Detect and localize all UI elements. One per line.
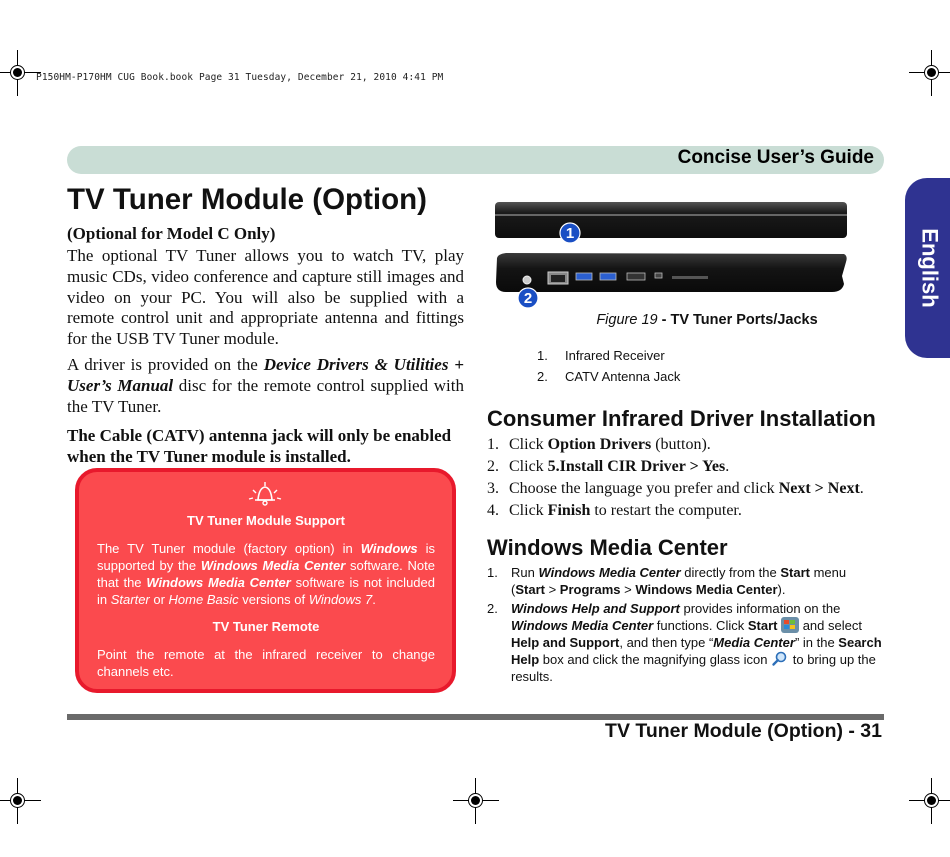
guide-title: Concise User’s Guide xyxy=(677,147,874,168)
wmc-item-1: 1. Run Windows Media Center directly from the Start menu (Start > Programs > Windows Media Center). xyxy=(487,565,847,597)
note-heading-support: TV Tuner Module Support xyxy=(187,513,345,528)
figure-item-1: 1. Infrared Receiver xyxy=(537,348,665,363)
wmc-item-2: 2. Windows Help and Support provides information on the Windows Media Center functions. Click Start and select Help and Support, and then type “Media Center” in the Search Help box and click the magnifying glass icon to bring up the results. xyxy=(487,601,882,684)
cir-step: 3. Choose the language you prefer and click Next > Next. xyxy=(487,480,864,497)
page-title: TV Tuner Module (Option) xyxy=(67,183,427,216)
wmc-heading: Windows Media Center xyxy=(487,535,728,560)
bell-icon xyxy=(243,478,287,508)
registration-mark-bottom-left xyxy=(0,778,41,824)
magnifying-glass-icon xyxy=(771,651,789,667)
language-tab-label: English xyxy=(918,228,944,308)
note-heading-remote: TV Tuner Remote xyxy=(212,619,320,634)
footer-page-title: TV Tuner Module (Option) - 31 xyxy=(605,720,882,742)
laptop-ports-figure xyxy=(492,196,848,310)
figure-item-2: 2. CATV Antenna Jack xyxy=(537,369,681,384)
print-slug: P150HM-P170HM CUG Book.book Page 31 Tuesday, December 21, 2010 4:41 PM xyxy=(36,72,444,83)
cir-step: 2. Click 5.Install CIR Driver > Yes. xyxy=(487,458,730,475)
note-remote-text: Point the remote at the infrared receiver to change channels etc. xyxy=(97,647,435,679)
subtitle: (Optional for Model C Only) xyxy=(67,224,276,243)
warning-note: The Cable (CATV) antenna jack will only be enabled when the TV Tuner module is installed. xyxy=(67,426,452,466)
cir-step: 1. Click Option Drivers (button). xyxy=(487,436,711,453)
cir-heading: Consumer Infrared Driver Installation xyxy=(487,406,876,431)
figure-caption: Figure 19 - TV Tuner Ports/Jacks xyxy=(596,312,818,328)
note-support-text: The TV Tuner module (factory option) in Windows is supported by the Windows Media Center software. Note that the Windows Media Center software is not included in Starter or Home Basic versions of Windows 7. xyxy=(97,541,436,607)
registration-mark-bottom-right xyxy=(909,778,950,824)
registration-mark-top-left xyxy=(0,50,41,96)
windows-start-icon xyxy=(781,617,799,633)
callout-1 xyxy=(559,222,581,244)
svg-text:1: 1 xyxy=(565,225,575,242)
registration-mark-bottom-center xyxy=(453,778,499,824)
registration-mark-top-right xyxy=(909,50,950,96)
driver-paragraph: A driver is provided on the Device Drivers & Utilities + User’s Manual disc for the remote control supplied with the TV Tuner. xyxy=(67,355,464,416)
intro-paragraph: The optional TV Tuner allows you to watch TV, play music CDs, video conference and capture still images and video on your PC. You will also be supplied with a remote control unit and appropriate antenna and fittings for the USB TV Tuner module. xyxy=(67,246,464,349)
callout-2 xyxy=(517,287,539,309)
cir-step: 4. Click Finish to restart the computer. xyxy=(487,502,742,519)
svg-text:2: 2 xyxy=(523,290,533,307)
